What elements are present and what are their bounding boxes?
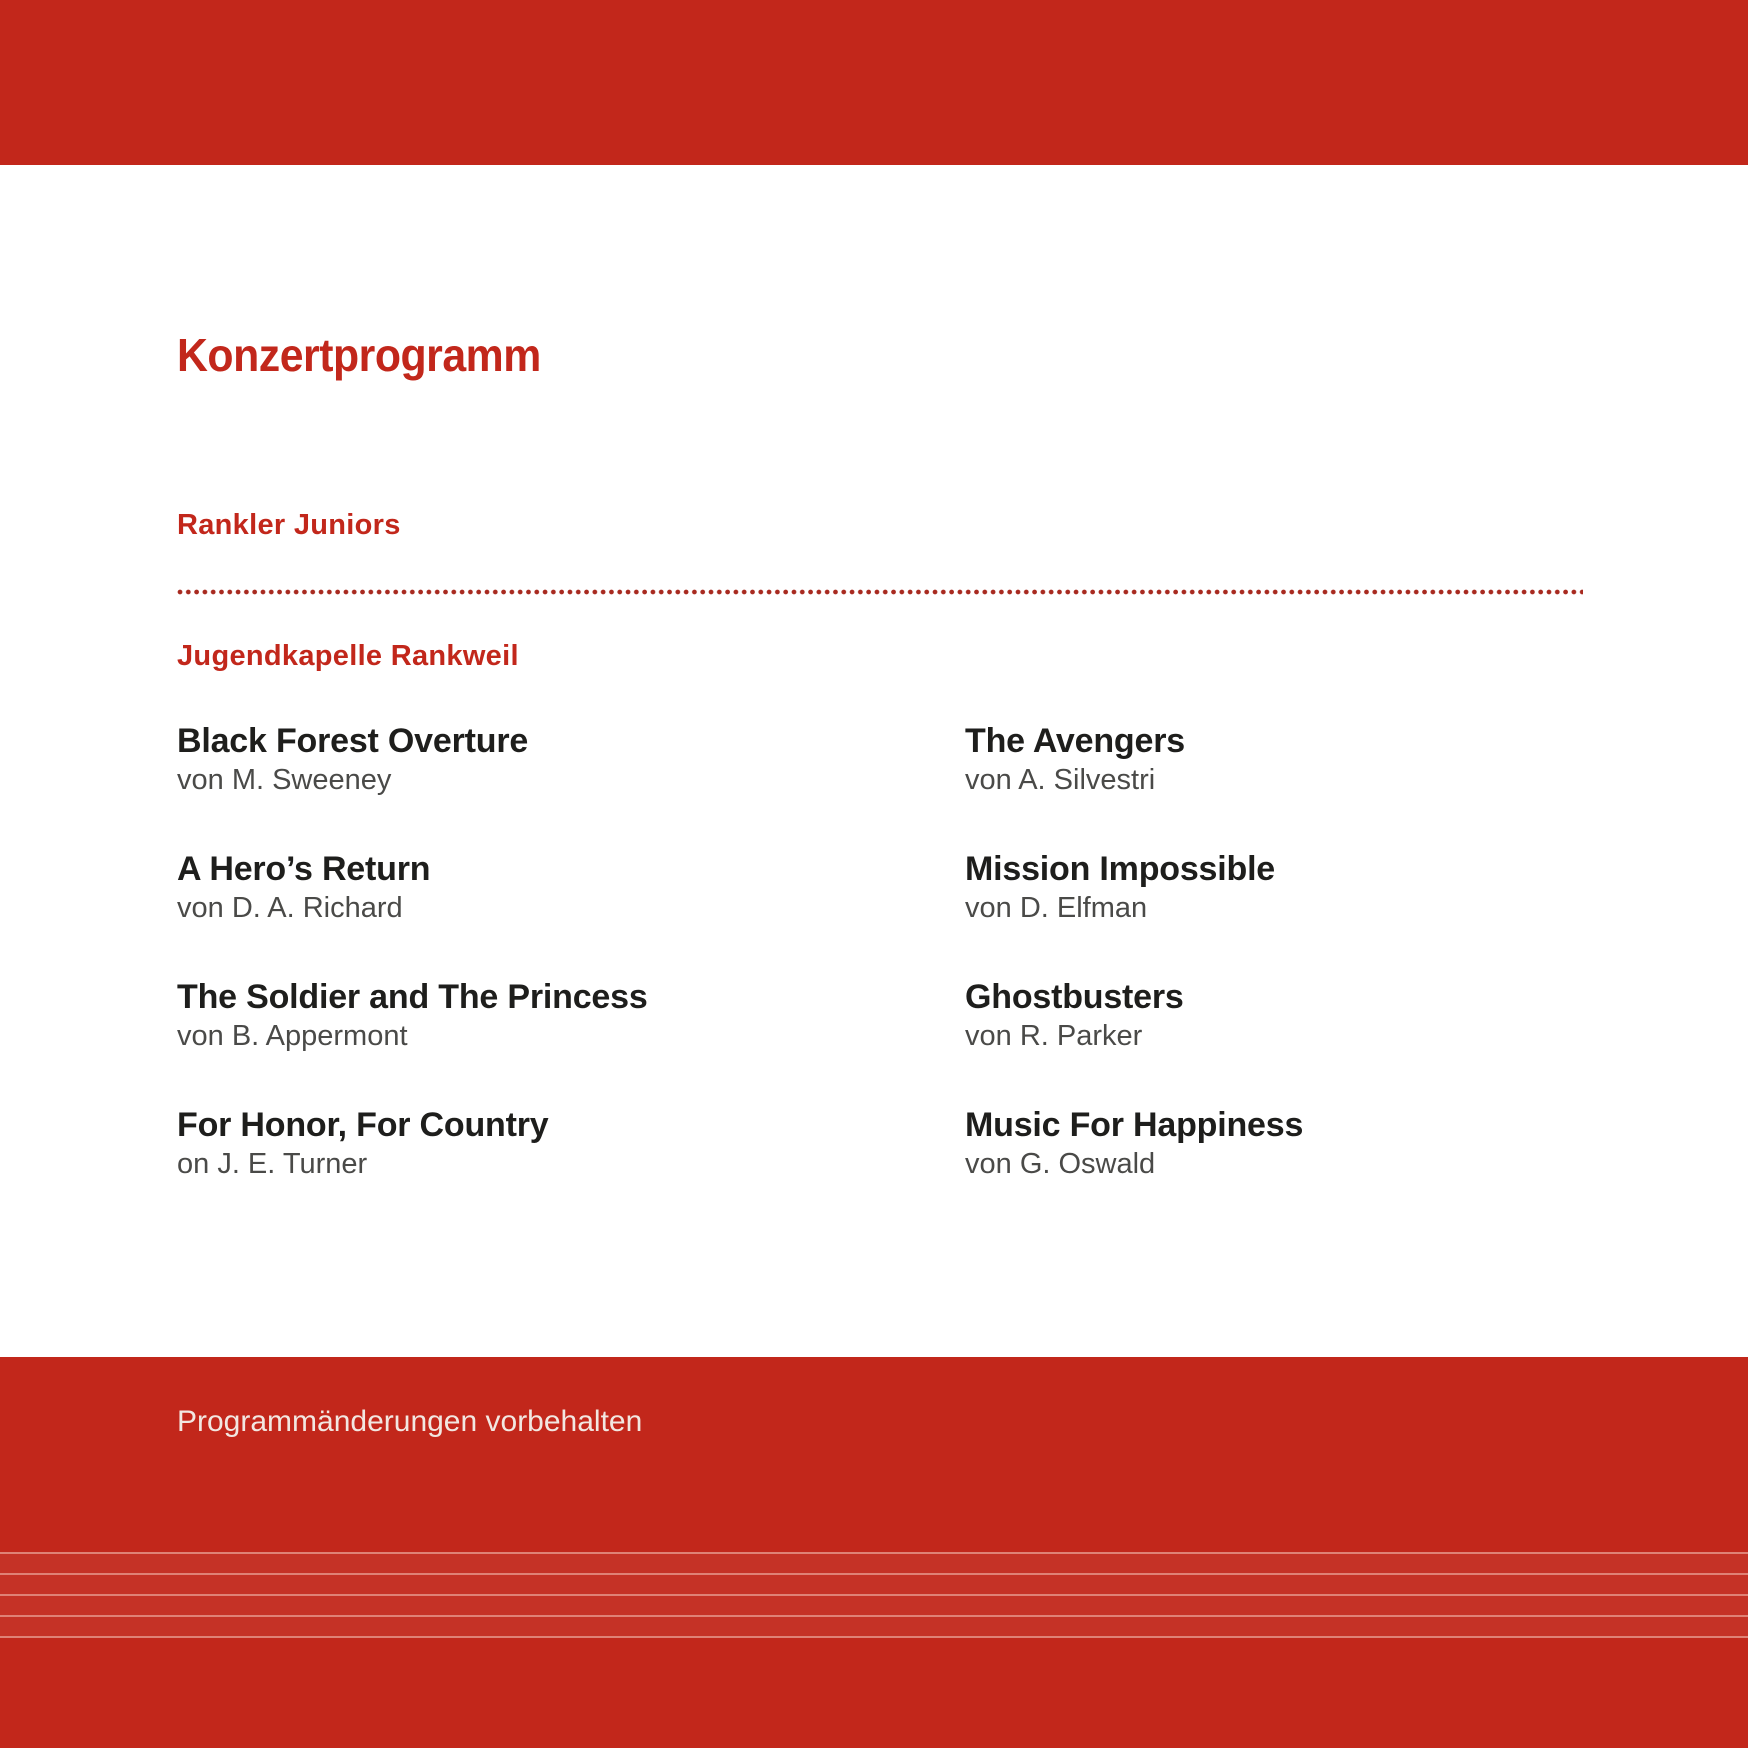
program-entry: [965, 975, 1184, 1053]
piece-composer: von D. Elfman: [965, 892, 1148, 924]
piece-title: A Hero’s Return: [177, 850, 431, 888]
ensemble-heading: Jugendkapelle Rankweil: [177, 640, 519, 672]
program-entry: [177, 847, 430, 925]
program-entry: [965, 719, 1185, 797]
piece-composer: von M. Sweeney: [177, 764, 392, 796]
piece-title: The Soldier and The Princess: [177, 978, 648, 1016]
piece-composer: von B. Appermont: [177, 1020, 408, 1052]
staff-line: [0, 1615, 1748, 1617]
program-entry: [177, 719, 528, 797]
program-entry: [177, 975, 648, 1053]
group-heading: Rankler Juniors: [177, 509, 401, 541]
footer-red-band: [0, 1357, 1748, 1748]
program-entry: [177, 1103, 548, 1181]
piece-title: For Honor, For Country: [177, 1106, 549, 1144]
piece-composer: on J. E. Turner: [177, 1148, 368, 1180]
piece-composer: von D. A. Richard: [177, 892, 403, 924]
piece-composer: von G. Oswald: [965, 1148, 1156, 1180]
piece-title: Mission Impossible: [965, 850, 1276, 888]
piece-title: Black Forest Overture: [177, 722, 529, 760]
staff-line: [0, 1552, 1748, 1554]
program-entry: [965, 847, 1275, 925]
staff-line: [0, 1594, 1748, 1596]
piece-title: Ghostbusters: [965, 978, 1184, 1016]
footer-note: Programmänderungen vorbehalten: [177, 1405, 643, 1438]
piece-composer: von A. Silvestri: [965, 764, 1156, 796]
piece-title: Music For Happiness: [965, 1106, 1304, 1144]
piece-title: The Avengers: [965, 722, 1185, 760]
program-entry: [965, 1103, 1303, 1181]
staff-line: [0, 1636, 1748, 1638]
staff-line: [0, 1573, 1748, 1575]
page-title: Konzertprogramm: [177, 329, 541, 381]
staff-lines: [0, 1357, 1748, 1748]
piece-composer: von R. Parker: [965, 1020, 1143, 1052]
top-red-band: [0, 0, 1748, 165]
dotted-divider: [177, 589, 1583, 595]
